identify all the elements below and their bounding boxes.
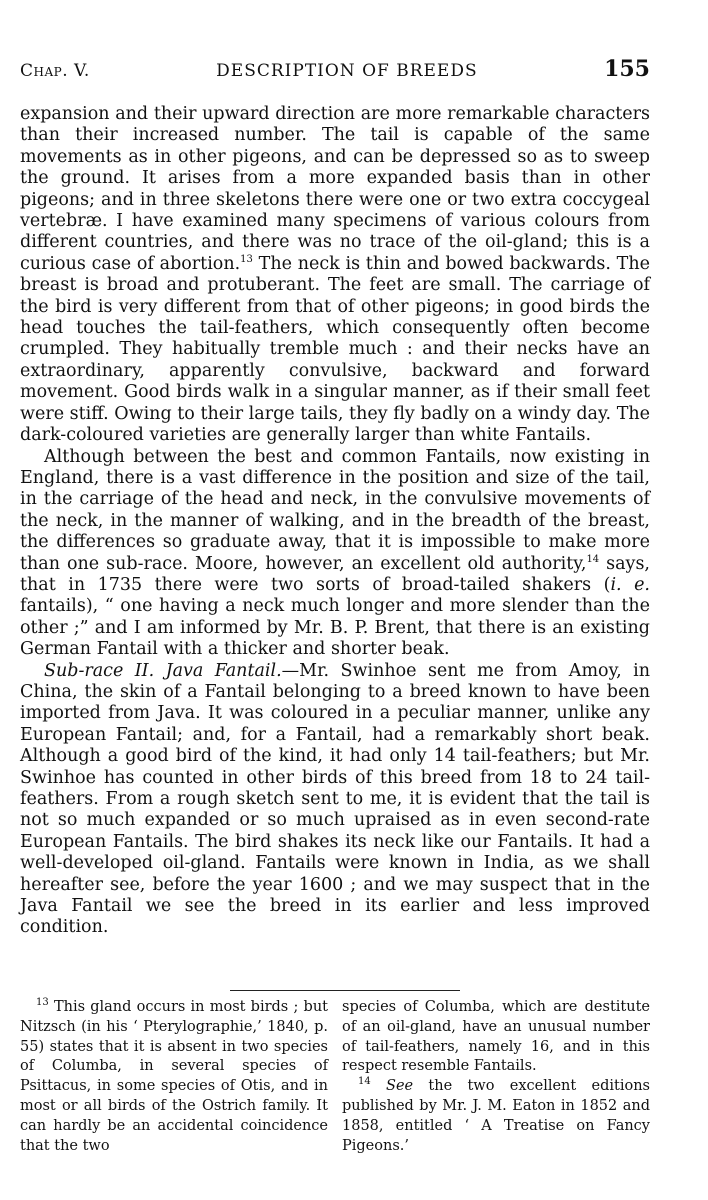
footnote-ref-14: 14: [586, 553, 600, 565]
footnote-14-mark: 14: [358, 1076, 371, 1088]
running-title: DESCRIPTION OF BREEDS: [216, 61, 478, 81]
footnote-ref-13: 13: [240, 254, 253, 266]
paragraph-2-text-c: fantails), “ one having a neck much longer and more slender than the other ;” and I am informed by Mr. B. P. Brent, that there is an existing German Fantail with a thicker and shorter beak.: [20, 596, 650, 660]
paragraph-2-ie: i. e.: [610, 574, 650, 595]
footnote-column-right: [342, 998, 650, 1156]
footnote-14-text: the two excellent editions published by Mr. J. M. Eaton in 1852 and 1858, entitled ‘ A Treatise on Fancy Pigeons.’: [342, 1078, 650, 1154]
chapter-label: Chap. V.: [20, 61, 90, 81]
main-text: [20, 104, 650, 939]
sub-race-heading: Sub-race II. Java Fantail.: [44, 660, 282, 681]
paragraph-1: [20, 104, 650, 447]
running-header: [20, 56, 650, 86]
paragraph-3: [20, 661, 650, 939]
footnote-column-left: [20, 998, 328, 1156]
footnote-13-continued: species of Columba, which are destitute of an oil-gland, have an unusual number of tail-feathers, namely 16, and in this respect resemble Fantails.: [342, 999, 650, 1075]
paragraph-3-text: —Mr. Swinhoe sent me from Amoy, in China, the skin of a Fantail belonging to a breed known to have been imported from Java. It was coloured in a peculiar manner, unlike any European Fantail; and, for a Fantail, had a remarkably short beak. Although a good bird of the kind, it had only 14 tail-feathers; but Mr. Swinhoe has counted in other birds of this breed from 18 to 24 tail-feathers. From a rough sketch sent to me, it is evident that the tail is not so much expanded or so much upraised as in even second-rate European Fantails. The bird shakes its neck like our Fantails. It had a well-developed oil-gland. Fantails were known in India, as we shall hereafter see, before the year 1600 ; and we may suspect that in the Java Fantail we see the breed in its earlier and less improved condition.: [20, 660, 651, 938]
paragraph-2-text-a: Although between the best and common Fantails, now existing in England, there is a vast difference in the position and size of the tail, in the carriage of the head and neck, in the convulsive movements of the neck, in the manner of walking, and in the breadth of the breast, the differences so graduate away, that it is impossible to make more than one sub-race. Moore, however, an excellent old authority,: [20, 446, 650, 574]
footnote-13: [20, 998, 328, 1156]
paragraph-1-text-b: The neck is thin and bowed backwards. The breast is broad and protuberant. The feet are small. The carriage of the bird is very different from that of other pigeons; in good birds the head touches the tail-feathers, which consequently often become crumpled. They habitually tremble much : and their necks have an extraordinary, apparently convulsive, backward and forward movement. Good birds walk in a singular manner, as if their small feet were stiff. Owing to their large tails, they fly badly on a windy day. The dark-coloured varieties are generally larger than white Fantails.: [20, 253, 650, 446]
paragraph-1-text-a: expansion and their upward direction are more remarkable characters than their increased number. The tail is capable of the same movements as in other pigeons, and can be depressed so as to sweep the ground. It arises from a more expanded basis than in other pigeons; and in three skeletons there were one or two extra coccygeal vertebræ. I have examined many specimens of various colours from different countries, and there was no trace of the oil-gland; this is a curious case of abortion.: [20, 104, 650, 274]
footnote-13-text: This gland occurs in most birds ; but Nitzsch (in his ‘ Pterylographie,’ 1840, p. 55) states that it is absent in two species of Columba, in several species of Psittacus, in some species of Otis, and in most or all birds of the Ostrich family. It can hardly be an accidental coincidence that the two: [20, 999, 328, 1154]
footnotes: [20, 998, 650, 1156]
footnote-13-mark: 13: [36, 997, 49, 1009]
page-number: 155: [604, 56, 650, 82]
footnote-14-see: See: [386, 1078, 414, 1095]
paragraph-2-text-b: says, that in 1735 there were two sorts of broad-tailed shakers (: [20, 553, 650, 595]
footnote-14: [342, 1077, 650, 1156]
footnote-divider: [230, 990, 460, 991]
paragraph-2: [20, 447, 650, 661]
